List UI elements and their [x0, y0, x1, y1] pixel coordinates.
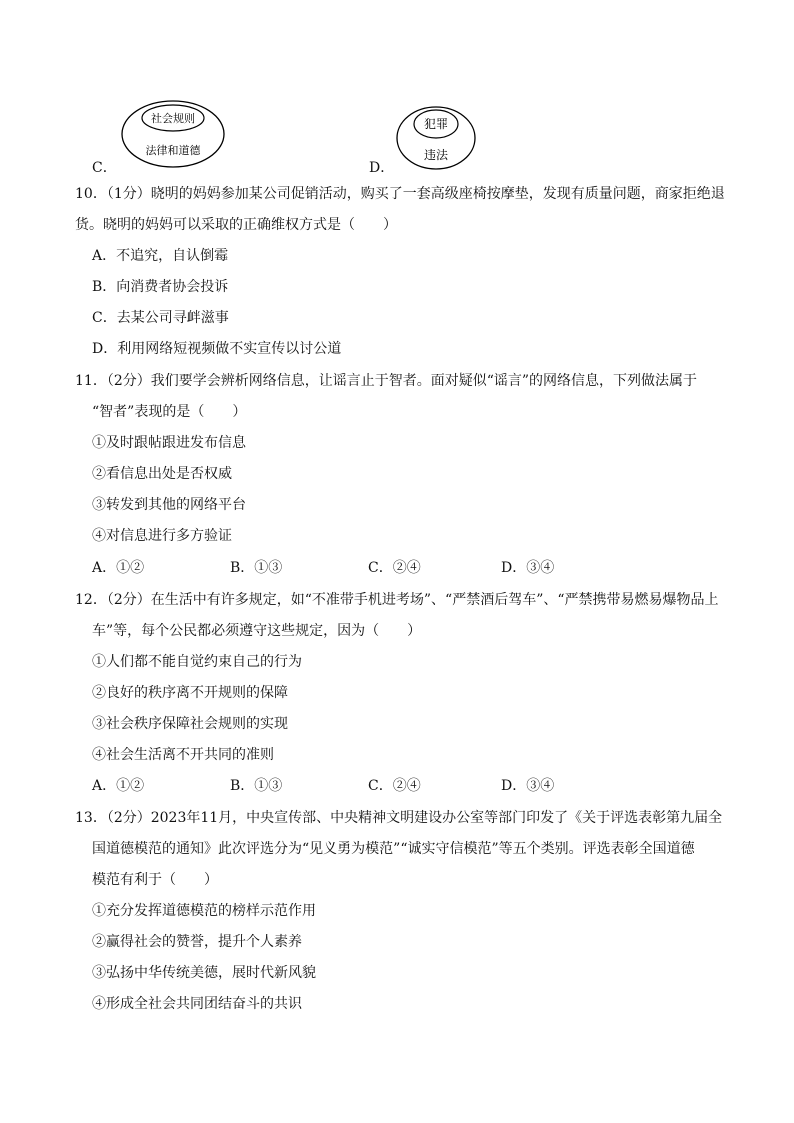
q11-item-1: ①及时跟帖跟进发布信息 [92, 435, 246, 451]
diagram-d-inner-label: 犯罪 [423, 117, 449, 131]
q12-item-2: ②良好的秩序离不开规则的保障 [92, 685, 288, 701]
q10-option-a: A．不追究，自认倒霉 [92, 248, 229, 264]
q12-stem-line2: 车”等，每个公民都必须遵守这些规定，因为（ ） [92, 623, 422, 639]
q11-choice-d: D．③④ [501, 560, 555, 576]
q13-item-4: ④形成全社会共同团结奋斗的共识 [92, 996, 302, 1012]
q11-choice-b: B．①③ [230, 560, 283, 576]
q12-choice-d: D．③④ [501, 778, 555, 794]
q12-choice-b: B．①③ [230, 778, 283, 794]
q12-item-3: ③社会秩序保障社会规则的实现 [92, 716, 288, 732]
q11-item-4: ④对信息进行多方验证 [92, 528, 232, 544]
diagram-c-letter: C． [92, 160, 117, 176]
q10-option-c: C．去某公司寻衅滋事 [92, 310, 229, 326]
q12-choice-a: A．①② [92, 778, 145, 794]
q11-choice-c: C．②④ [368, 560, 421, 576]
diagram-c [110, 98, 235, 174]
diagram-d-letter: D． [369, 160, 395, 176]
q11-stem-line2: “智者”表现的是（ ） [92, 404, 247, 420]
diagram-d-outer-label: 违法 [423, 148, 449, 162]
diagram-c-outer-label: 法律和道德 [145, 144, 201, 157]
q13-item-2: ②赢得社会的赞誉，提升个人素养 [92, 934, 302, 950]
q11-item-3: ③转发到其他的网络平台 [92, 497, 246, 513]
q11-stem-line1: 11．（2分）我们要学会辨析网络信息，让谣言止于智者。面对疑似“谣言”的网络信息，下列做法属于 [75, 373, 698, 389]
q13-stem-line2: 国道德模范的通知》此次评选分为“见义勇为模范”“诚实守信模范”等五个类别。评选表彰全国道德 [92, 841, 695, 857]
q13-item-3: ③弘扬中华传统美德，展时代新风貌 [92, 965, 316, 981]
q12-choice-c: C．②④ [368, 778, 421, 794]
q10-option-b: B．向消费者协会投诉 [92, 279, 229, 295]
q12-item-1: ①人们都不能自觉约束自己的行为 [92, 654, 302, 670]
diagram-c-inner-label: 社会规则 [151, 112, 195, 125]
q13-stem-line3: 模范有利于（ ） [92, 872, 218, 888]
diagram-c-outer-ellipse [122, 101, 224, 167]
q13-stem-line1: 13．（2分）2023年11月，中央宣传部、中央精神文明建设办公室等部门印发了《关于评选表彰第九届全 [75, 810, 723, 826]
q10-stem-line1: 10．（1分）晓明的妈妈参加某公司促销活动，购买了一套高级座椅按摩垫，发现有质量问题，商家拒绝退 [75, 186, 725, 202]
q12-stem-line1: 12．（2分）在生活中有许多规定，如“不准带手机进考场”、“严禁酒后驾车”、“严禁携带易燃易爆物品上 [75, 592, 719, 608]
diagram-d [388, 100, 488, 172]
q10-stem-line2: 货。晓明的妈妈可以采取的正确维权方式是（ ） [75, 217, 397, 233]
q11-choice-a: A．①② [92, 560, 145, 576]
q12-item-4: ④社会生活离不开共同的准则 [92, 747, 274, 763]
q11-item-2: ②看信息出处是否权威 [92, 466, 232, 482]
q13-item-1: ①充分发挥道德模范的榜样示范作用 [92, 903, 316, 919]
q10-option-d: D．利用网络短视频做不实宣传以讨公道 [92, 341, 342, 357]
